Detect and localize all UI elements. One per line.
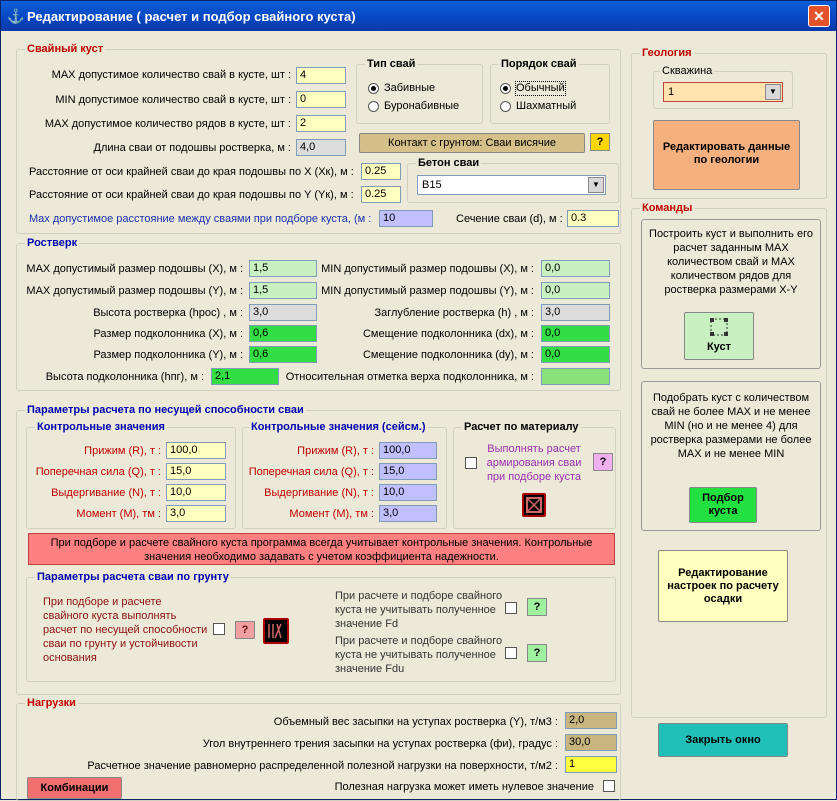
- fd-checkbox[interactable]: [505, 602, 517, 614]
- pile-order-normal-label: Обычный: [516, 82, 565, 94]
- soil-settings-button[interactable]: [263, 618, 289, 644]
- column-height-input[interactable]: 2,1: [211, 368, 279, 385]
- material-settings-button[interactable]: [522, 493, 546, 517]
- relative-mark-label: Относительная отметка верха подколонника, м :: [285, 371, 534, 383]
- grillage-min-y-label: MIN допустимый размер подошвы (Y), м :: [321, 285, 534, 297]
- pull-input[interactable]: 10,0: [166, 484, 226, 501]
- fdu-help-button[interactable]: ?: [527, 644, 547, 662]
- contact-type-button[interactable]: Контакт с грунтом: Сваи висячие: [359, 133, 585, 153]
- grillage-max-x-label: MAX допустимый размер подошвы (X), м :: [26, 263, 243, 275]
- bush-button-label: Куст: [706, 341, 732, 353]
- select-bush-text: Подобрать куст с количеством свай не более MAX и не менее MIN (но и не менее 4) для ростверка размерами не более MAX и не менее MIN: [650, 392, 812, 460]
- column-x-input[interactable]: 0,6: [249, 325, 317, 342]
- fdu-label: При расчете и подборе свайного куста не учитывать полученное значение Fdu: [335, 635, 503, 675]
- material-calc-label: Выполнять расчет армирования сваи при подборе куста: [486, 443, 582, 483]
- moment-input[interactable]: 3,0: [166, 505, 226, 522]
- loads-legend: Нагрузки: [27, 697, 76, 709]
- dist-y-label: Расстояние от оси крайней сваи до края подошвы по Y (Yк), м :: [29, 189, 354, 201]
- pile-bush-legend: Свайный куст: [27, 43, 104, 55]
- pull-label: Выдергивание (N), т :: [51, 487, 161, 499]
- window-title: Редактирование ( расчет и подбор свайного куста): [27, 9, 356, 24]
- seismic-shear-input[interactable]: 15,0: [379, 463, 437, 480]
- max-spacing-label: Max допустимое расстояние между сваями при подборе куста, (м :: [29, 213, 372, 225]
- zero-load-label: Полезная нагрузка может иметь нулевое значение: [334, 781, 594, 793]
- soil-icon: [265, 620, 287, 642]
- combinations-button[interactable]: Комбинации: [27, 777, 122, 799]
- app-icon: ⚓: [7, 8, 25, 24]
- press-input[interactable]: 100,0: [166, 442, 226, 459]
- well-legend: Скважина: [662, 65, 713, 77]
- seismic-shear-label: Поперечная сила (Q), т :: [248, 466, 374, 478]
- grillage-min-x-label: MIN допустимый размер подошвы (X), м :: [321, 263, 534, 275]
- pile-order-checker-radio[interactable]: [500, 101, 511, 112]
- pile-order-legend: Порядок свай: [501, 58, 577, 70]
- max-spacing-input[interactable]: 10: [379, 210, 433, 227]
- fd-help-button[interactable]: ?: [527, 598, 547, 616]
- grillage-legend: Ростверк: [27, 237, 78, 249]
- capacity-legend: Параметры расчета по несущей способности сваи: [27, 404, 304, 416]
- relative-mark-input[interactable]: [541, 368, 610, 385]
- control-values-legend: Контрольные значения: [37, 421, 165, 433]
- seismic-press-input[interactable]: 100,0: [379, 442, 437, 459]
- build-bush-text: Построить куст и выполнить его расчет заданным MAX количеством свай и MAX количеством рядов для ростверка размерами X-Y: [649, 228, 813, 296]
- geology-legend: Геология: [642, 47, 692, 59]
- zero-load-checkbox[interactable]: [603, 780, 615, 792]
- contact-help-button[interactable]: ?: [590, 133, 610, 151]
- pile-type-bored-radio[interactable]: [368, 101, 379, 112]
- grillage-min-y-input[interactable]: 0,0: [541, 282, 610, 299]
- useful-load-input[interactable]: 1: [565, 756, 617, 773]
- section-input[interactable]: 0.3: [567, 210, 619, 227]
- pile-order-checker-label: Шахматный: [516, 100, 577, 112]
- soil-legend: Параметры расчета сваи по грунту: [37, 571, 229, 583]
- grillage-height-label: Высота ростверка (hрос) , м :: [93, 307, 243, 319]
- column-height-label: Высота подколонника (hпг), м :: [45, 371, 204, 383]
- pile-length-input[interactable]: 4,0: [296, 139, 346, 156]
- commands-legend: Команды: [642, 202, 693, 214]
- max-piles-label: MAX допустимое количество свай в кусте, шт :: [51, 69, 291, 81]
- seismic-moment-input[interactable]: 3,0: [379, 505, 437, 522]
- friction-angle-input[interactable]: 30,0: [565, 734, 617, 751]
- grillage-min-x-input[interactable]: 0,0: [541, 260, 610, 277]
- select-bush-button[interactable]: Подбор куста: [689, 487, 757, 523]
- grillage-depth-input[interactable]: 3,0: [541, 304, 610, 321]
- grillage-depth-label: Заглубление ростверка (h) , м :: [374, 307, 534, 319]
- material-legend: Расчет по материалу: [464, 421, 579, 433]
- dist-x-label: Расстояние от оси крайней сваи до края подошвы по X (Xк), м :: [29, 166, 354, 178]
- section-label: Сечение сваи (d), м :: [456, 213, 563, 225]
- pile-grid-icon: [708, 317, 730, 337]
- title-bar: [1, 1, 836, 31]
- max-rows-label: MAX допустимое количество рядов в кусте, шт :: [44, 118, 291, 130]
- well-select[interactable]: [663, 82, 783, 102]
- bush-button[interactable]: [684, 312, 754, 360]
- column-y-label: Размер подколонника (Y), м :: [93, 349, 243, 361]
- soil-calc-checkbox[interactable]: [213, 623, 225, 635]
- pile-type-driven-radio[interactable]: [368, 83, 379, 94]
- pile-type-bored-label: Буронабивные: [384, 100, 460, 112]
- max-rows-input[interactable]: 2: [296, 115, 346, 132]
- shift-y-label: Смещение подколонника (dy), м :: [362, 349, 534, 361]
- min-piles-label: MIN допустимое количество свай в кусте, шт :: [55, 94, 291, 106]
- dist-x-input[interactable]: 0.25: [361, 163, 401, 180]
- close-window-command-button[interactable]: Закрыть окно: [658, 723, 788, 757]
- settlement-settings-button[interactable]: Редактирование настроек по расчету осадки: [658, 550, 788, 622]
- fill-weight-label: Объемный вес засыпки на уступах ростверка (Y), т/м3 :: [273, 716, 558, 728]
- seismic-moment-label: Момент (M), тм :: [289, 508, 374, 520]
- column-y-input[interactable]: 0,6: [249, 346, 317, 363]
- material-help-button[interactable]: ?: [593, 453, 613, 471]
- soil-help-button[interactable]: ?: [235, 621, 255, 639]
- shift-y-input[interactable]: 0,0: [541, 346, 610, 363]
- seismic-pull-input[interactable]: 10,0: [379, 484, 437, 501]
- fdu-checkbox[interactable]: [505, 647, 517, 659]
- grillage-height-input[interactable]: 3,0: [249, 304, 317, 321]
- fill-weight-input[interactable]: 2,0: [565, 712, 617, 729]
- shear-input[interactable]: 15,0: [166, 463, 226, 480]
- control-values-notice: При подборе и расчете свайного куста программа всегда учитывает контрольные значения. Контрольные значения необходимо задавать с учетом коэффициента надежности.: [28, 533, 615, 565]
- edit-geology-button[interactable]: Редактировать данные по геологии: [653, 120, 800, 190]
- useful-load-label: Расчетное значение равномерно распределенной полезной нагрузки на поверхности, т/м2 :: [87, 760, 558, 772]
- concrete-select[interactable]: [417, 175, 606, 195]
- press-label: Прижим (R), т :: [84, 445, 161, 457]
- pile-type-driven-label: Забивные: [384, 82, 436, 94]
- grillage-max-x-input[interactable]: 1,5: [249, 260, 317, 277]
- pile-type-legend: Тип свай: [367, 58, 416, 70]
- rebar-icon: [524, 495, 544, 515]
- concrete-select-value: B15: [422, 179, 442, 191]
- moment-label: Момент (M), тм :: [76, 508, 161, 520]
- seismic-values-legend: Контрольные значения (сейсм.): [251, 421, 426, 433]
- grillage-max-y-input[interactable]: 1,5: [249, 282, 317, 299]
- fd-label: При расчете и подборе свайного куста не учитывать полученное значение Fd: [335, 590, 503, 630]
- grillage-max-y-label: MAX допустимый размер подошвы (Y), м :: [26, 285, 243, 297]
- dist-y-input[interactable]: 0.25: [361, 186, 401, 203]
- soil-calc-label: При подборе и расчете свайного куста выполнять расчет по несущей способности сваи по грунту и устойчивости основания: [43, 596, 208, 664]
- seismic-press-label: Прижим (R), т :: [297, 445, 374, 457]
- material-calc-checkbox[interactable]: [465, 457, 477, 469]
- shear-label: Поперечная сила (Q), т :: [35, 466, 161, 478]
- close-window-button[interactable]: ✕: [808, 5, 830, 27]
- shift-x-input[interactable]: 0,0: [541, 325, 610, 342]
- shift-x-label: Смещение подколонника (dx), м :: [362, 328, 534, 340]
- friction-angle-label: Угол внутреннего трения засыпки на уступах ростверка (фи), градус :: [202, 738, 558, 750]
- min-piles-input[interactable]: 0: [296, 91, 346, 108]
- pile-length-label: Длина сваи от подошвы ростверка, м :: [93, 142, 291, 154]
- column-x-label: Размер подколонника (X), м :: [93, 328, 243, 340]
- pile-order-normal-radio[interactable]: [500, 83, 511, 94]
- chevron-down-icon[interactable]: ▼: [765, 84, 781, 100]
- chevron-down-icon[interactable]: ▼: [588, 177, 604, 193]
- max-piles-input[interactable]: 4: [296, 67, 346, 84]
- well-select-value: 1: [668, 86, 675, 98]
- seismic-pull-label: Выдергивание (N), т :: [264, 487, 374, 499]
- concrete-legend: Бетон сваи: [418, 157, 480, 169]
